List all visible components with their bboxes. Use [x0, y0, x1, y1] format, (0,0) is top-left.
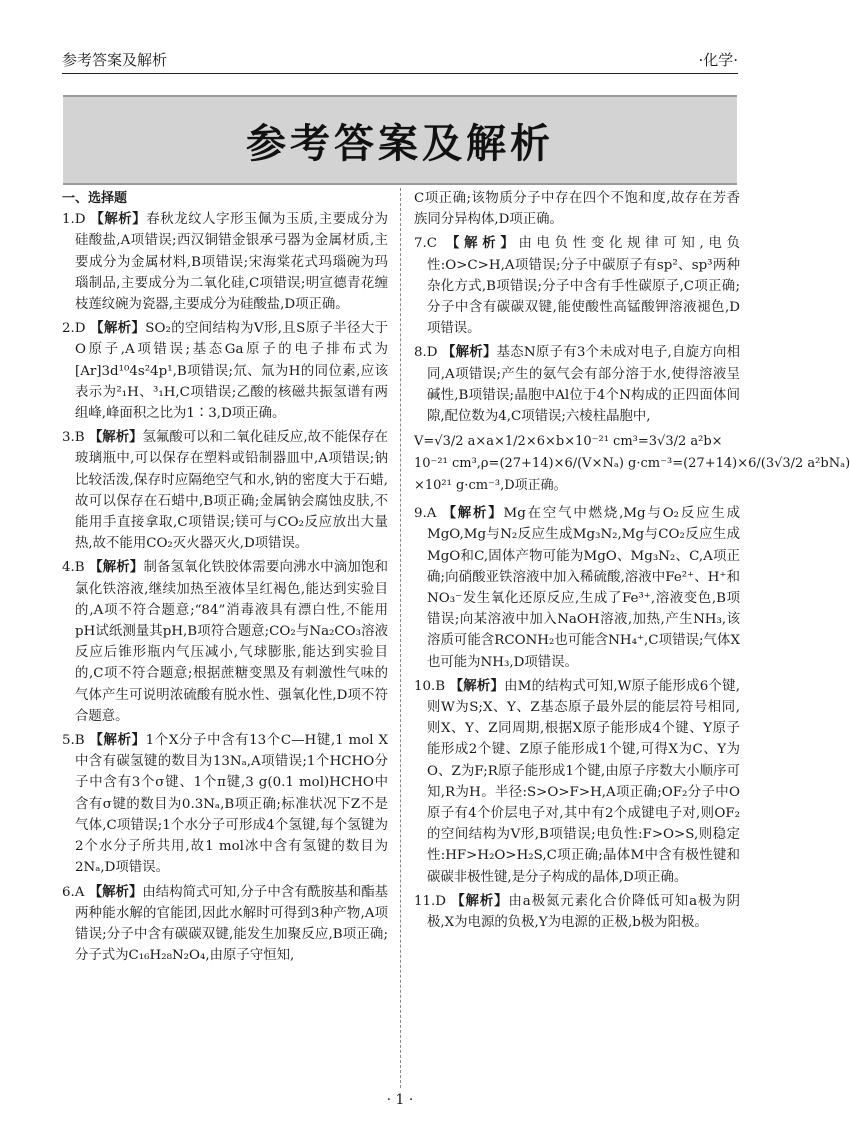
answer-number: 1.D — [62, 212, 86, 228]
answer-item — [62, 882, 388, 967]
answer-number: 5.B — [62, 733, 85, 749]
answer-item — [414, 233, 740, 339]
analysis-text: 春秋龙纹人字形玉佩为玉质,主要成分为硅酸盐,A项错误;西汉铜错金银承弓器为金属材质,主要成分为金属材料,B项错误;宋海棠花式玛瑙碗为玛瑙制品,主要成分为二氧化硅,C项错误;明宣德青花缠枝莲纹碗为瓷器,主要成分为硅酸盐,D项正确。 — [75, 212, 388, 313]
answer-item — [414, 342, 740, 427]
analysis-text: SO₂的空间结构为V形,且S原子半径大于O原子,A项错误;基态Ga原子的电子排布式为[Ar]3d¹⁰4s²4p¹,B项错误;氘、氚为H的同位素,应该表示为²₁H、³₁H,C项错误;乙酸的核磁共振氢谱有两组峰,峰面积之比为1∶3,D项正确。 — [75, 321, 389, 422]
header-rule — [62, 73, 738, 74]
page-title: 参考答案及解析 — [246, 120, 554, 167]
analysis-text: 由a极氮元素化合价降低可知a极为阴极,X为电源的负极,Y为电源的正极,b极为阳极。 — [427, 893, 741, 931]
continuation-text: C项正确;该物质分子中存在四个不饱和度,故存在芳香族同分异构体,D项正确。 — [414, 191, 740, 228]
header-left-title: 参考答案及解析 — [62, 51, 168, 69]
answer-item — [62, 318, 388, 424]
formula-line-1: V=√3/2 a×a×1/2×6×b×10⁻²¹ cm³=3√3/2 a²b× — [414, 434, 723, 450]
analysis-text: 1个X分子中含有13个C—H键,1 mol X中含有碳氢键的数目为13Nₐ,A项错误;1个HCHO分子中含有3个σ键、1个π键,3 g(0.1 mol)HCHO中含有σ键的数目为0.3Nₐ,B项正确;标准状况下Z不是气体,C项错误;1个水分子可形成4个氢键,每个氢键为2个水分子所共用,故1 mol冰中含有氢键的数目为2Nₐ,D项错误。 — [75, 733, 388, 876]
column-divider — [400, 188, 401, 1088]
answer-number: 4.B — [62, 560, 85, 576]
density-formula — [414, 431, 850, 497]
analysis-tag: 【解析】 — [88, 884, 143, 900]
section-title: 一、选择题 — [62, 191, 128, 206]
answer-number: 7.C — [414, 236, 438, 252]
analysis-text: 由M的结构式可知,W原子能形成6个键,则W为S;X、Y、Z基态原子最外层的能层符号相同,则X、Y、Z同周期,根据X原子能形成4个键、Y原子能形成2个键、Z原子能形成1个键,可得X为C、Y为O、Z为F;R原子能形成1个键,由原子序数大小顺序可知,R为H。半径:S>O>F>H,A项正确;OF₂分子中O原子有4个价层电子对,其中有2个成键电子对,则OF₂的空间结构为V形,B项错误;电负性:F>O>S,则稳定性:HF>H₂O>H₂S,C项正确;晶体M中含有极性键和碳碳非极性键,是分子构成的晶体,D项正确。 — [427, 678, 740, 885]
answer-number: 11.D — [414, 893, 447, 909]
answer-number: 9.A — [414, 506, 437, 522]
analysis-tag: 【解析】 — [451, 893, 509, 909]
answer-number: 6.A — [62, 884, 85, 900]
right-column — [414, 188, 850, 936]
answer-number: 8.D — [414, 345, 438, 361]
analysis-text: Mg在空气中燃烧,Mg与O₂反应生成MgO,Mg与N₂反应生成Mg₃N₂,Mg与CO₂反应生成MgO和C,固体产物可能为MgO、Mg₃N₂、C,A项正确;向硝酸亚铁溶液中加入稀硫酸,溶液中Fe²⁺、H⁺和NO₃⁻发生氧化还原反应,生成了Fe³⁺,溶液变色,B项错误;向某溶液中加入NaOH溶液,加热,产生NH₃,该溶质可能含RCONH₂也可能含NH₄⁺,C项错误;气体X也可能为NH₃,D项错误。 — [427, 506, 740, 670]
analysis-tag: 【解析】 — [90, 212, 147, 228]
analysis-text: 氢氟酸可以和二氧化硅反应,故不能保存在玻璃瓶中,可以保存在塑料或铅制器皿中,A项错误;钠比较活泼,保存时应隔绝空气和水,钠的密度大于石蜡,故可以保存在石蜡中,B项正确;金属钠会腐蚀皮肤,不能用手直接拿取,C项错误;镁可与CO₂反应放出大量热,故不能用CO₂灭火器灭火,D项错误。 — [75, 430, 388, 552]
answer-item — [62, 427, 388, 554]
analysis-tag: 【解析】 — [442, 345, 497, 361]
left-items — [62, 209, 388, 966]
answer-number: 3.B — [62, 430, 85, 446]
page-number: · 1 · — [386, 1092, 414, 1108]
analysis-tag: 【解析】 — [442, 506, 504, 522]
answer-number: 10.B — [414, 678, 446, 694]
formula-line-3: ×10²¹ g·cm⁻³,D项正确。 — [414, 478, 567, 494]
analysis-text: 由结构简式可知,分子中含有酰胺基和酯基两种能水解的官能团,因此水解时可得到3种产物,A项错误;分子中含有碳碳双键,能发生加聚反应,B项正确;分子式为C₁₆H₂₈N₂O₄,由原子守恒知, — [75, 884, 388, 964]
right-items — [414, 233, 740, 427]
analysis-text: 制备氢氧化铁胶体需要向沸水中滴加饱和氯化铁溶液,继续加热至液体呈红褐色,能达到实验目的,A项不符合题意;“84”消毒液具有漂白性,不能用pH试纸测量其pH,B项符合题意;CO₂与Na₂CO₃溶液反应后锥形瓶内气压减小,气球膨胀,能达到实验目的,C项不符合题意;根据蔗糖变黑及有刺激性气味的气体产生可说明浓硫酸有脱水性、强氧化性,D项不符合题意。 — [75, 560, 389, 724]
answer-item — [414, 676, 740, 888]
analysis-tag: 【解析】 — [89, 560, 144, 576]
analysis-tag: 【解析】 — [446, 236, 519, 252]
analysis-text: 由电负性变化规律可知,电负性:O>C>H,A项错误;分子中碳原子有sp²、sp³两种杂化方式,B项错误;分子中含有手性碳原子,C项正确;分子中含有碳碳双键,能使酸性高锰酸钾溶液褪色,D项错误。 — [427, 236, 740, 337]
formula-line-2: 10⁻²¹ cm³,ρ=(27+14)×6/(V×Nₐ) g·cm⁻³=(27+14)×6/(3√3/2 a²bNₐ) — [414, 456, 850, 472]
analysis-tag: 【解析】 — [88, 430, 143, 446]
analysis-tag: 【解析】 — [449, 678, 505, 694]
answer-item — [62, 557, 388, 727]
analysis-tag: 【解析】 — [90, 321, 146, 337]
answer-item — [414, 891, 740, 933]
answer-item — [62, 730, 388, 878]
answer-number: 2.D — [62, 321, 86, 337]
left-column — [62, 188, 388, 969]
title-banner — [63, 95, 737, 185]
right-items-2 — [414, 503, 740, 933]
analysis-text: 基态N原子有3个未成对电子,自旋方向相同,A项错误;产生的氨气会有部分溶于水,使得溶液呈碱性,B项错误;晶胞中Al位于4个N构成的正四面体间隙,配位数为4,C项错误;六棱柱晶胞中, — [427, 345, 740, 425]
analysis-tag: 【解析】 — [89, 733, 146, 749]
header-subject: ·化学· — [698, 51, 738, 69]
answer-item — [414, 503, 740, 673]
answer-item — [62, 209, 388, 315]
